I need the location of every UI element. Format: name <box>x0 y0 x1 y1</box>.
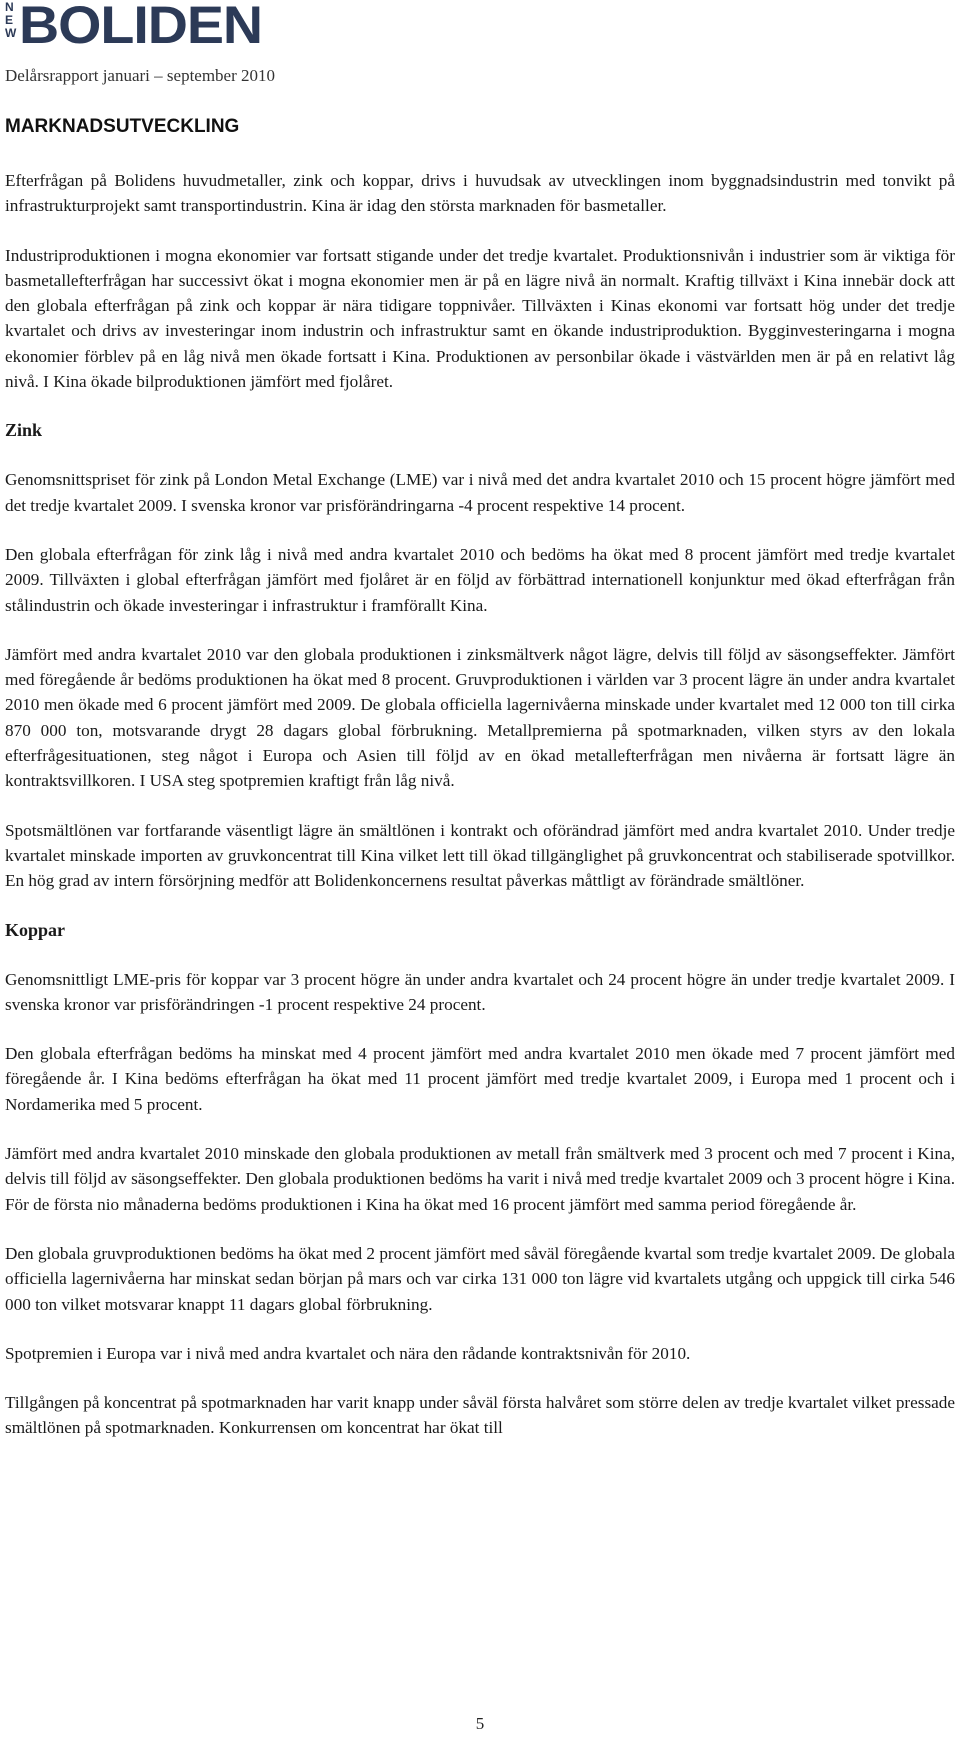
paragraph: Efterfrågan på Bolidens huvudmetaller, zink och koppar, drivs i huvudsak av utvecklingen inom byggnadsindustrin med tonvikt på infrastrukturprojekt samt transportindustrin. Kina är idag den största marknaden för basmetaller. <box>5 171 955 216</box>
boliden-logo <box>5 0 263 55</box>
subheading-zink: Zink <box>5 420 43 441</box>
logo-prefix-letter: W <box>5 26 17 40</box>
logo-new-prefix <box>5 1 16 40</box>
page-number: 5 <box>475 1714 485 1733</box>
paragraph: Industriproduktionen i mogna ekonomier var fortsatt stigande under det tredje kvartalet. Produktionsnivån i industrier som är viktiga för basmetallefterfrågan har successivt ökat i mogna ekonomier men är på en lägre nivå än normalt. Kraftig tillväxt i Kina innebär dock att den globala efterfrågan på zink och koppar är nära tidigare toppnivåer. Tillväxten i Kinas ekonomi var fortsatt hög under det tredje kvartalet och drivs av investeringar inom industrin och infrastruktur samt en ökande industriproduktion. Bygginvesteringarna i mogna ekonomier förblev på en låg nivå men ökade fortsatt i Kina. Produktionen av personbilar ökade i västvärlden men är på en relativt låg nivå. I Kina ökade bilproduktionen jämfört med fjolåret. <box>5 245 955 392</box>
paragraph: Jämfört med andra kvartalet 2010 var den globala produktionen i zinksmältverk något lägre, delvis till följd av säsongseffekter. Jämfört med föregående år bedöms produktionen ha ökat med 8 procent. Gruvproduktionen i världen var 3 procent lägre än under andra kvartalet 2010 men ökade med 6 procent jämfört med 2009. De globala officiella lagernivåerna minskade under kvartalet med 12 000 ton till cirka 870 000 ton, motsvarande drygt 28 dagars global förbrukning. Metallpremierna på spotmarknaden, vilken styrs av den lokala efterfrågesituationen, steg något i Europa och Asien till följd av en ökad metallefterfrågan men nivåerna är fortsatt lägre än kontraktsvillkoren. I USA steg spotpremien kraftigt från låg nivå. <box>5 644 955 791</box>
paragraph: Den globala efterfrågan bedöms ha minskat med 4 procent jämfört med andra kvartalet 2010 men ökade med 7 procent jämfört med föregående år. I Kina bedöms efterfrågan ha ökat med 11 procent jämfört med tredje kvartalet 2009, i Europa med 1 procent och i Nordamerika med 5 procent. <box>5 1044 955 1114</box>
report-subtitle: Delårsrapport januari – september 2010 <box>5 66 276 85</box>
paragraph: Den globala gruvproduktionen bedöms ha ökat med 2 procent jämfört med såväl föregående kvartal som tredje kvartalet 2009. De globala officiella lagernivåerna har minskat sedan början på mars och var cirka 131 000 ton lägre vid kvartalets utgång och uppgick till cirka 546 000 ton vilket motsvarar knappt 11 dagars global förbrukning. <box>5 1243 955 1314</box>
paragraph: Spotsmältlönen var fortfarande väsentligt lägre än smältlönen i kontrakt och oförändrad jämfört med andra kvartalet 2010. Under tredje kvartalet minskade importen av gruvkoncentrat till Kina vilket lett till ökad tillgänglighet på gruvkoncentrat och stabiliserade spotvillkor. En hög grad av intern försörjning medför att Bolidenkoncernens resultat påverkas måttligt av förändrade smältlöner. <box>5 820 955 891</box>
paragraph: Genomsnittligt LME-pris för koppar var 3 procent högre än under andra kvartalet och 24 procent högre än under tredje kvartalet 2009. I svenska kronor var prisförändringen -1 procent respektive 24 procent. <box>5 969 955 1014</box>
section-title: MARKNADSUTVECKLING <box>5 116 240 137</box>
paragraph: Tillgången på koncentrat på spotmarknaden har varit knapp under såväl första halvåret som större delen av tredje kvartalet vilket pressade smältlönen på spotmarknaden. Konkurrensen om koncentrat har ökat till <box>5 1393 955 1438</box>
paragraph: Den globala efterfrågan för zink låg i nivå med andra kvartalet 2010 och bedöms ha ökat med 8 procent jämfört med tredje kvartalet 2009. Tillväxten i global efterfrågan jämfört med fjolåret är en följd av förbättrad internationell konjunktur med ökad efterfrågan från stålindustrin och ökade investeringar i infrastruktur i framförallt Kina. <box>5 544 955 615</box>
paragraph: Jämfört med andra kvartalet 2010 minskade den globala produktionen av metall från smältverk med 3 procent och med 7 procent i Kina, delvis till följd av säsongseffekter. Den globala produktionen bedöms ha varit i nivå med tredje kvartalet 2009 och 3 procent högre i Kina. För de första nio månaderna bedöms produktionen i Kina ha ökat med 16 procent jämfört med samma period föregående år. <box>5 1144 955 1214</box>
document-body <box>5 168 955 1441</box>
logo-prefix-letter: N <box>5 0 14 14</box>
logo-wordmark: BOLIDEN <box>19 0 263 55</box>
paragraph: Spotpremien i Europa var i nivå med andra kvartalet och nära den rådande kontraktsnivån för 2010. <box>5 1343 691 1363</box>
logo-prefix-letter: E <box>5 13 14 27</box>
paragraph: Genomsnittspriset för zink på London Metal Exchange (LME) var i nivå med det andra kvartalet 2010 och 15 procent högre jämfört med det tredje kvartalet 2009. I svenska kronor var prisförändringarna -4 procent respektive 14 procent. <box>5 470 955 515</box>
subheading-koppar: Koppar <box>5 919 66 940</box>
